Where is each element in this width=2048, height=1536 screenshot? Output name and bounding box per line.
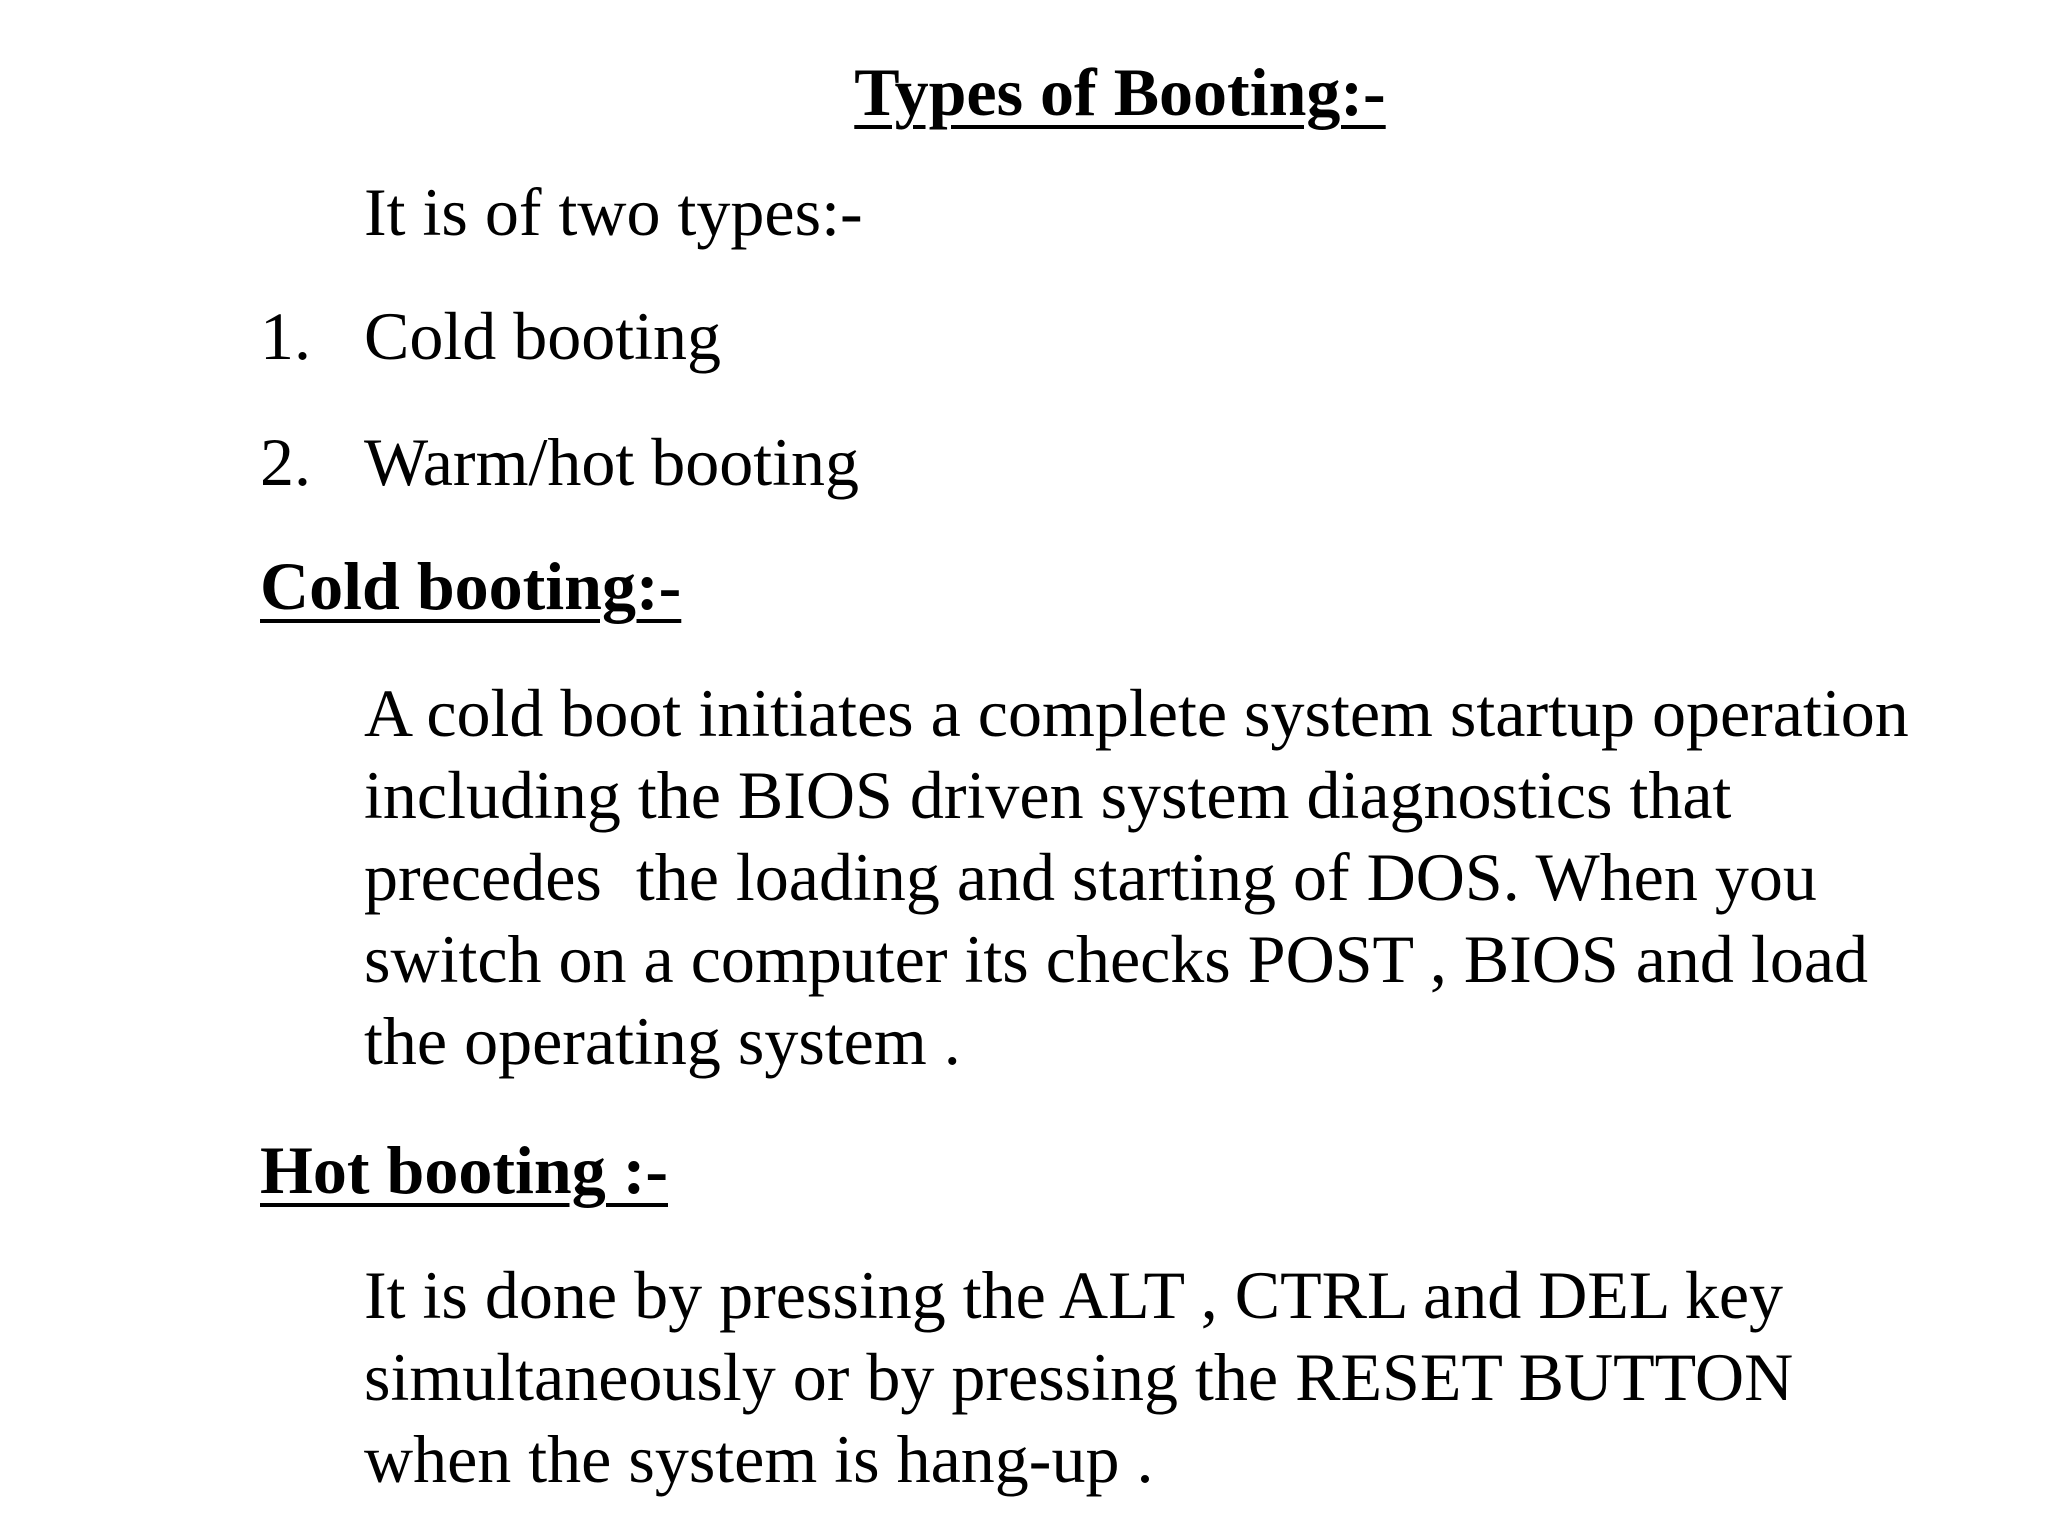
paragraph-line: including the BIOS driven system diagnostics that [364,757,1732,833]
section-paragraph-hot-booting [364,1254,1793,1500]
paragraph-line: the operating system . [364,1003,961,1079]
list-item [260,296,721,376]
section-paragraph-cold-booting [364,672,1909,1082]
section-heading-hot-booting: Hot booting :- [260,1132,668,1208]
paragraph-line: simultaneously or by pressing the RESET BUTTON [364,1339,1794,1415]
page-title: Types of Booting:- [854,54,1386,130]
section-heading-cold-booting: Cold booting:- [260,548,682,624]
paragraph-line: It is done by pressing the ALT , CTRL and DEL key [364,1257,1784,1333]
list-item-number: 1. [260,298,311,374]
intro-text: It is of two types:- [364,174,863,250]
list-item-text: Cold booting [364,298,722,374]
paragraph-line: switch on a computer its checks POST , BIOS and load [364,921,1869,997]
paragraph-line: when the system is hang-up . [364,1421,1154,1497]
list-item-number: 2. [260,424,311,500]
list-item [260,422,859,502]
list-item-text: Warm/hot booting [364,424,860,500]
paragraph-line: precedes the loading and starting of DOS. When you [364,839,1817,915]
paragraph-line: A cold boot initiates a complete system startup operation [364,675,1909,751]
